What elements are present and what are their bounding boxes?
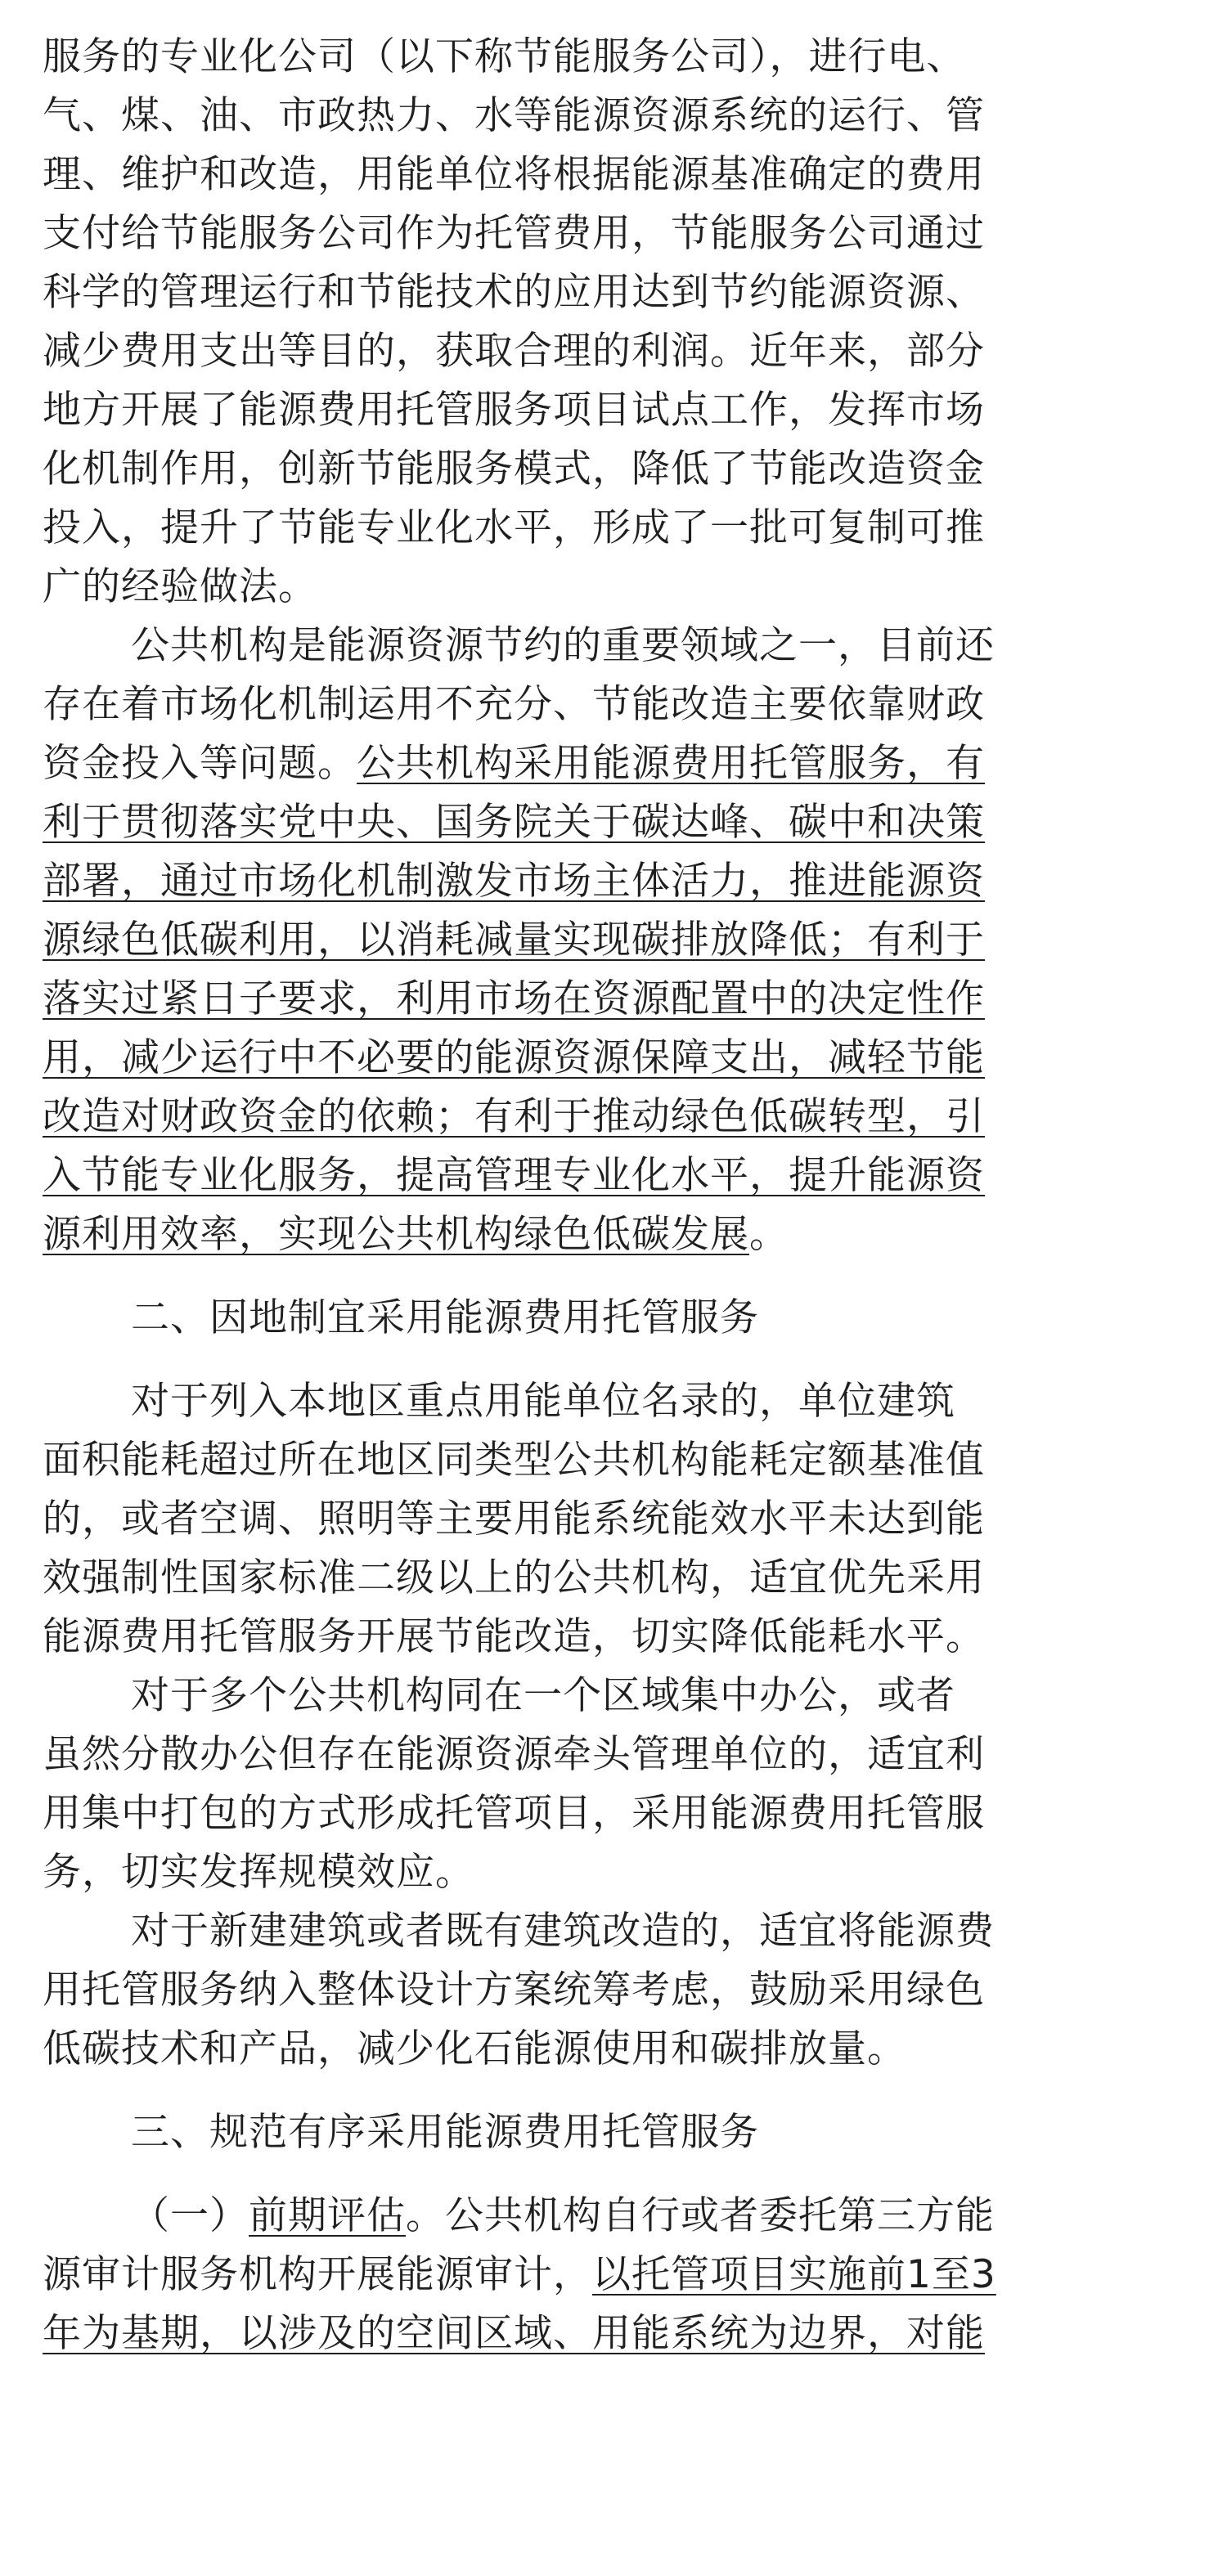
text-line: 效强制性国家标准二级以上的公共机构，适宜优先采用 — [43, 1555, 985, 1600]
underlined-text: 改造对财政资金的依赖；有利于推动绿色低碳转型，引 — [43, 1094, 985, 1139]
item-title: 前期评估 — [249, 2193, 406, 2238]
text-line: 投入，提升了节能专业化水平，形成了一批可复制可推 — [43, 505, 985, 550]
text-line: 能源费用托管服务开展节能改造，切实降低能耗水平。 — [43, 1614, 985, 1659]
text-line — [43, 2304, 1018, 2363]
text-line: 理、维护和改造，用能单位将根据能源基准确定的费用 — [43, 152, 985, 197]
underlined-text: 源绿色低碳利用，以消耗减量实现碳排放降低；有利于 — [43, 918, 985, 963]
section-2-paragraph-3 — [43, 1902, 1018, 2079]
text-line: 气、煤、油、市政热力、水等能源资源系统的运行、管 — [43, 93, 985, 138]
section-2-paragraph-2 — [43, 1667, 1018, 1902]
section-3 — [43, 2103, 1018, 2363]
text-line — [43, 2187, 1018, 2246]
text-line: 务，切实发挥规模效应。 — [43, 1850, 474, 1895]
plain-text: 资金投入等问题。 — [43, 741, 357, 786]
text-line: 的，或者空调、照明等主要用能系统能效水平未达到能 — [43, 1497, 985, 1542]
text-line: 减少费用支出等目的，获取合理的利润。近年来，部分 — [43, 329, 985, 374]
text-line: 科学的管理运行和节能技术的应用达到节约能源资源、 — [43, 270, 985, 315]
item-prefix: （一） — [131, 2193, 249, 2238]
spacer — [43, 2079, 1018, 2103]
spacer — [43, 2162, 1018, 2187]
text-line: 服务的专业化公司（以下称节能服务公司），进行电、 — [43, 34, 966, 79]
text-line — [43, 1088, 1018, 1147]
intro-paragraph — [43, 28, 1018, 617]
text-line — [43, 734, 1018, 793]
text-line: 虽然分散办公但存在能源资源牵头管理单位的，适宜利 — [43, 1732, 985, 1777]
text-line: 对于多个公共机构同在一个区域集中办公，或者 — [131, 1673, 955, 1718]
section-heading: 二、因地制宜采用能源费用托管服务 — [131, 1295, 759, 1340]
text-line: 对于列入本地区重点用能单位名录的，单位建筑 — [131, 1379, 955, 1424]
text-line — [43, 2246, 1018, 2304]
text-line — [43, 793, 1018, 852]
plain-text: 源审计服务机构开展能源审计， — [43, 2252, 592, 2297]
text-line: 低碳技术和产品，减少化石能源使用和碳排放量。 — [43, 2026, 906, 2071]
text-line: 支付给节能服务公司作为托管费用，节能服务公司通过 — [43, 211, 985, 256]
underlined-text: 年为基期，以涉及的空间区域、用能系统为边界，对能 — [43, 2311, 985, 2356]
plain-text: 。 — [749, 1212, 789, 1257]
plain-text: 。公共机构自行或者委托第三方能 — [406, 2193, 995, 2238]
spacer — [43, 1348, 1018, 1372]
text-line: 用托管服务纳入整体设计方案统筹考虑，鼓励采用绿色 — [43, 1968, 985, 2013]
public-institutions-paragraph — [43, 617, 1018, 1264]
underlined-text: 入节能专业化服务，提高管理专业化水平，提升能源资 — [43, 1153, 985, 1198]
text-line: 广的经验做法。 — [43, 564, 317, 609]
spacer — [43, 1264, 1018, 1289]
section-2 — [43, 1289, 1018, 2079]
text-line: 化机制作用，创新节能服务模式，降低了节能改造资金 — [43, 447, 985, 491]
underlined-text: 利于贯彻落实党中央、国务院关于碳达峰、碳中和决策 — [43, 800, 985, 845]
underlined-text: 用，减少运行中不必要的能源资源保障支出，减轻节能 — [43, 1035, 985, 1080]
section-2-paragraph-1 — [43, 1372, 1018, 1667]
text-line — [43, 1205, 1018, 1264]
text-line: 公共机构是能源资源节约的重要领域之一，目前还 — [131, 623, 995, 668]
text-line: 用集中打包的方式形成托管项目，采用能源费用托管服 — [43, 1791, 985, 1836]
underlined-text: 公共机构采用能源费用托管服务，有 — [357, 741, 985, 786]
text-line — [43, 1147, 1018, 1205]
text-line: 地方开展了能源费用托管服务项目试点工作，发挥市场 — [43, 388, 985, 433]
text-line — [43, 852, 1018, 911]
underlined-text: 以托管项目实施前1至3 — [592, 2252, 996, 2297]
text-line — [43, 911, 1018, 970]
text-line — [43, 1029, 1018, 1088]
text-line — [43, 970, 1018, 1029]
document-page — [43, 28, 1018, 2363]
text-line: 对于新建建筑或者既有建筑改造的，适宜将能源费 — [131, 1909, 995, 1954]
underlined-text: 源利用效率，实现公共机构绿色低碳发展 — [43, 1212, 749, 1257]
underlined-text: 落实过紧日子要求，利用市场在资源配置中的决定性作 — [43, 976, 985, 1021]
text-line: 存在着市场化机制运用不充分、节能改造主要依靠财政 — [43, 682, 985, 727]
section-heading: 三、规范有序采用能源费用托管服务 — [131, 2110, 759, 2155]
underlined-text: 部署，通过市场化机制激发市场主体活力，推进能源资 — [43, 859, 985, 904]
text-line: 面积能耗超过所在地区同类型公共机构能耗定额基准值 — [43, 1438, 985, 1483]
